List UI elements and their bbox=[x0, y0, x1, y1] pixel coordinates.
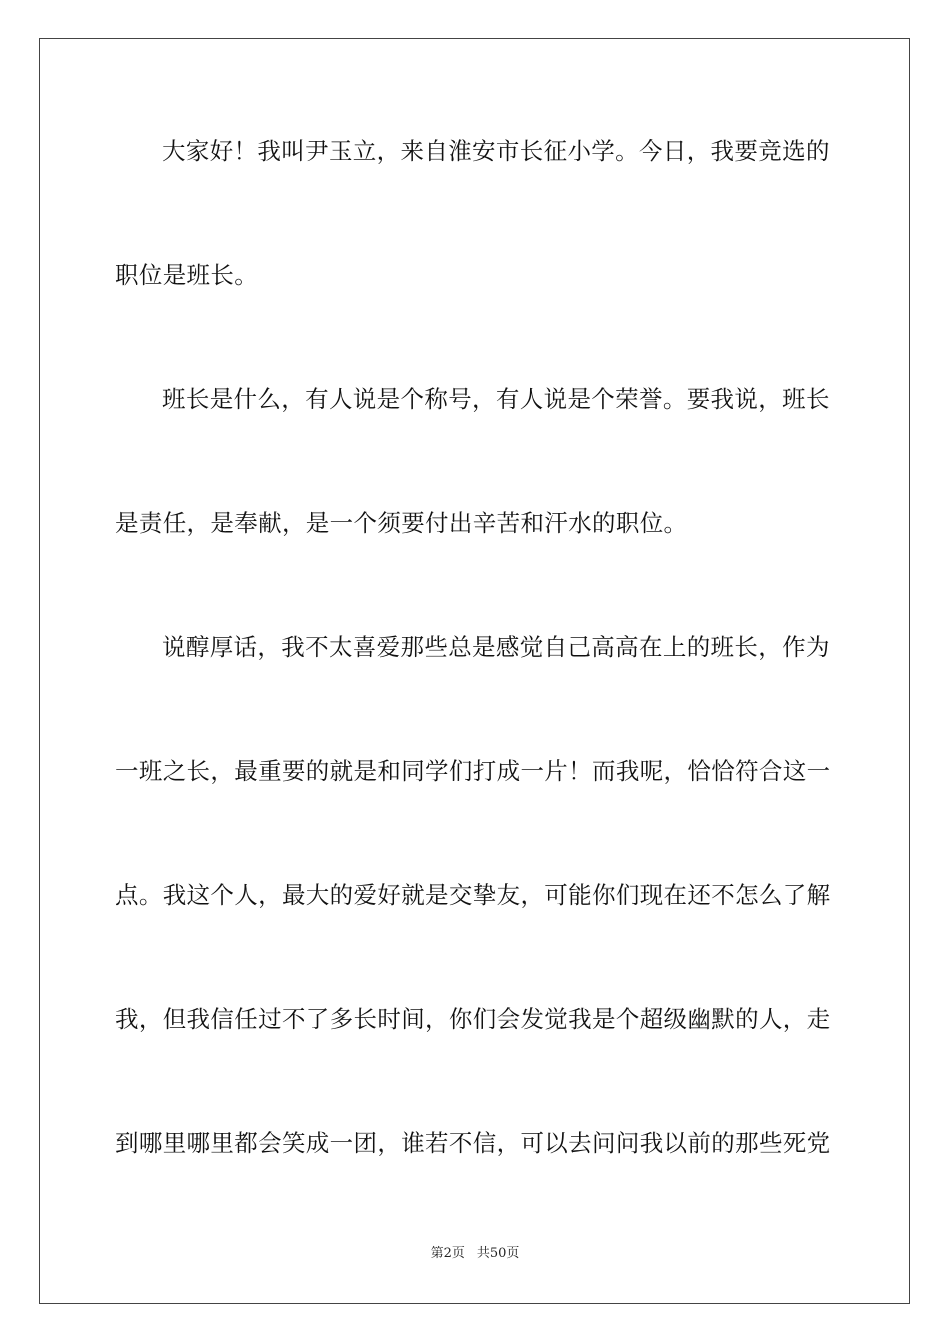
paragraph-3-line-1: 说醇厚话，我不太喜爱那些总是感觉自己高高在上的班长，作为 bbox=[162, 633, 830, 661]
paragraph-3-line-4: 我，但我信任过不了多长时间，你们会发觉我是个超级幽默的人，走 bbox=[115, 1005, 831, 1033]
page-number: 第2页 bbox=[430, 1246, 465, 1261]
page-footer bbox=[0, 1246, 950, 1262]
page-border bbox=[39, 38, 910, 1304]
page-total: 共50页 bbox=[476, 1246, 520, 1261]
paragraph-2-line-2: 是责任，是奉献，是一个须要付出辛苦和汗水的职位。 bbox=[115, 509, 688, 537]
paragraph-3-line-3: 点。我这个人，最大的爱好就是交挚友，可能你们现在还不怎么了解 bbox=[115, 881, 831, 909]
paragraph-2-line-1: 班长是什么，有人说是个称号，有人说是个荣誉。要我说，班长 bbox=[162, 385, 830, 413]
paragraph-1-line-1: 大家好！我叫尹玉立，来自淮安市长征小学。今日，我要竞选的 bbox=[162, 137, 830, 165]
paragraph-3-line-2: 一班之长，最重要的就是和同学们打成一片！而我呢，恰恰符合这一 bbox=[115, 757, 831, 785]
paragraph-3-line-5: 到哪里哪里都会笑成一团，谁若不信，可以去问问我以前的那些死党 bbox=[115, 1129, 831, 1157]
paragraph-1-line-2: 职位是班长。 bbox=[115, 261, 259, 289]
